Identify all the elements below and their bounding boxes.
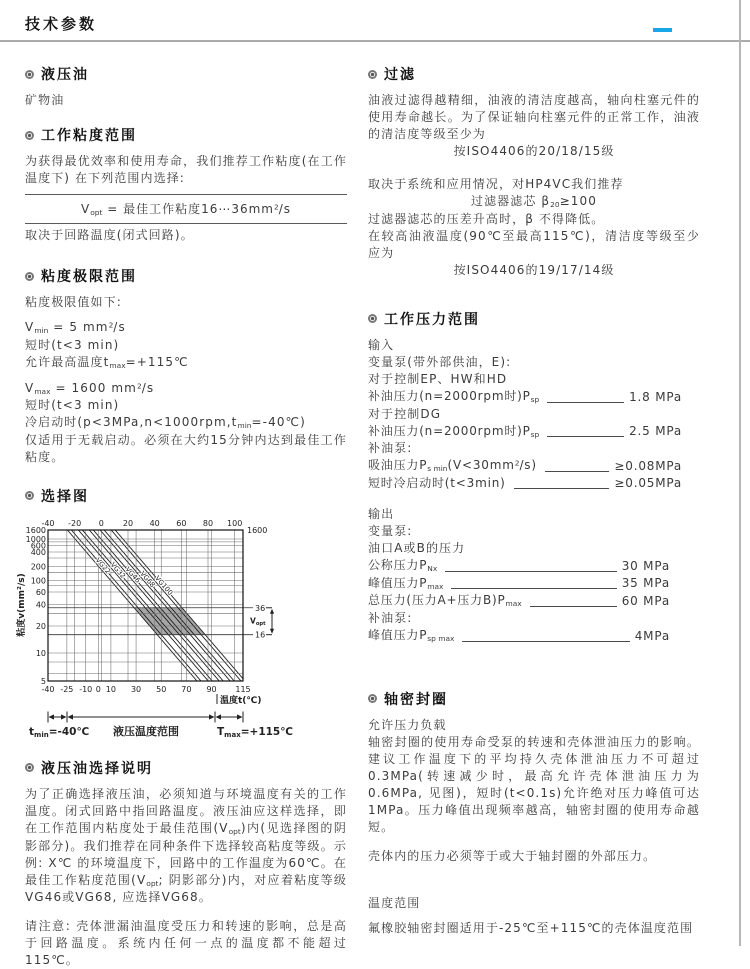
svg-text:-40: -40 — [41, 518, 55, 528]
heading-selection-diagram — [25, 486, 347, 506]
selection-notes-paragraph: 为了正确选择液压油，必须知道与环境温度有关的工作温度。闭式回路中指回路温度。液压油应这样选择，即在工作范围内粘度处于最佳范围$(V_{opt})$内(见选择图的阴影部分)。我们推荐在同种条件下选择较高粘度等级。示例: X℃ 的环境温度下，回路中的工作温度为60℃。在最佳工作粘度范围($V_{opt}$; 阴影部分)内，对应着粘度等级VG46或VG68, 应选择VG68。 — [25, 786, 347, 905]
right-column — [368, 56, 700, 937]
svg-text:36: 36 — [255, 603, 266, 613]
svg-text:20: 20 — [35, 621, 46, 631]
svg-text:1000: 1000 — [25, 534, 46, 544]
heading-viscosity-limits — [25, 266, 347, 286]
section-bullet-icon — [25, 763, 34, 772]
boost-pump-label-2: 补油泵: — [368, 610, 413, 625]
dotted-line — [514, 488, 610, 489]
seal-paragraph: 轴密封圈的使用寿命受泵的转速和壳体泄油压力的影响。建议工作温度下的平均持久壳体泄油压力不可超过0.3MPa(转速减少时，最高允许壳体泄油压力为0.6MPa, 见图)，短时(t<0.1s)允许绝对压力峰值可达1MPa。压力峰值出现频率越高，轴密封圈的使用寿命越短。 — [368, 734, 700, 834]
heading-hydraulic-oil — [25, 64, 347, 84]
heading-oil-selection-notes — [25, 758, 347, 778]
section-selection-diagram — [17, 486, 347, 746]
pressure-value: 4MPa — [634, 628, 670, 643]
svg-text:-40: -40 — [41, 684, 55, 694]
svg-text:115: 115 — [235, 684, 251, 694]
variable-pump-label: 变量泵: — [368, 524, 413, 538]
pressure-input-block — [368, 337, 682, 492]
selection-chart — [15, 514, 347, 746]
hydraulic-oil-body: 矿物油 — [25, 93, 65, 107]
section-bullet-icon — [368, 70, 377, 79]
input-label: 输入 — [368, 337, 395, 352]
dotted-line — [445, 571, 616, 572]
svg-text:90: 90 — [206, 684, 217, 694]
control-dg: 对于控制DG — [368, 406, 442, 421]
dotted-line — [451, 588, 616, 589]
svg-text:Tmax=+115℃: Tmax=+115℃ — [217, 725, 293, 739]
limits-intro: 粘度极限值如下: — [25, 295, 122, 310]
dotted-line — [547, 402, 624, 403]
heading-label: 液压油 — [41, 67, 89, 83]
page-title: 技术参数 — [25, 15, 98, 33]
pressure-row — [368, 388, 682, 406]
svg-text:VG68: VG68 — [138, 569, 157, 589]
pressure-label: 峰值压力$P_{sp max}$ — [368, 627, 455, 644]
svg-text:60: 60 — [35, 587, 46, 597]
svg-text:10: 10 — [105, 684, 116, 694]
svg-text:-20: -20 — [68, 518, 82, 528]
section-pressure-range — [368, 309, 700, 645]
pressure-row — [368, 475, 682, 492]
dotted-line — [545, 471, 610, 472]
vmax-duration: 短时(t<3 min) — [25, 398, 120, 413]
page-right-border — [739, 0, 741, 946]
svg-text:温度t(℃): 温度t(℃) — [220, 695, 262, 706]
pressure-row — [368, 457, 682, 475]
heading-filtration — [368, 64, 700, 84]
vmax-formula: $V_{max} = 1600$ $mm^2/s$ — [25, 380, 155, 396]
pressure-load-label: 允许压力负载 — [368, 717, 447, 732]
svg-text:600: 600 — [30, 541, 46, 551]
vmax-note: 仅适用于无载启动。必须在大约15分钟内达到最佳工作粘度。 — [25, 432, 347, 464]
section-bullet-icon — [368, 694, 377, 703]
section-oil-selection-notes — [25, 758, 347, 969]
housing-pressure-note: 壳体内的压力必须等于或大于轴封圈的外部压力。 — [368, 848, 657, 863]
pressure-output-block — [368, 506, 670, 645]
section-bullet-icon — [25, 272, 34, 281]
temperature-range-label: 温度范围 — [368, 895, 421, 910]
pressure-label: 补油压力(n=2000rpm时)$P_{sp}$ — [368, 389, 540, 405]
svg-text:VG46: VG46 — [123, 565, 142, 585]
svg-text:5: 5 — [40, 676, 46, 686]
beta-note: 过滤器滤芯的压差升高时，β 不得降低。 — [368, 211, 605, 226]
svg-text:40: 40 — [35, 600, 46, 610]
svg-text:VG100: VG100 — [153, 574, 175, 597]
fkm-seal-note: 氟橡胶轴密封圈适用于-25℃至+115℃的壳体温度范围 — [368, 920, 694, 935]
section-filtration — [368, 64, 700, 279]
heading-label: 过滤 — [384, 67, 416, 83]
dotted-line — [462, 641, 629, 642]
vopt-formula-box: $V_{opt}$ = 最佳工作粘度$16\cdots 36mm^2/s$ — [25, 194, 347, 224]
svg-text:40: 40 — [149, 518, 160, 528]
svg-text:60: 60 — [176, 518, 187, 528]
pressure-value: 30 MPa — [621, 558, 670, 573]
viscosity-note: 取决于回路温度(闭式回路)。 — [25, 228, 194, 243]
heading-label: 轴密封圈 — [384, 691, 448, 708]
svg-text:20: 20 — [122, 518, 134, 528]
svg-text:200: 200 — [30, 562, 46, 572]
pressure-row — [368, 557, 670, 575]
heading-label: 工作粘度范围 — [41, 128, 137, 145]
svg-text:液压温度范围: 液压温度范围 — [113, 724, 179, 738]
pressure-row — [368, 575, 670, 593]
svg-text:VG32: VG32 — [108, 560, 127, 580]
dotted-line — [530, 606, 617, 607]
accent-dash-icon — [653, 28, 672, 32]
vmin-formula: $V_{min} = 5$ $mm^2/s$ — [25, 320, 126, 336]
pressure-label: 公称压力$P_{Nx}$ — [368, 558, 438, 574]
section-viscosity-limits — [25, 266, 347, 466]
section-bullet-icon — [25, 70, 34, 79]
svg-text:-10: -10 — [79, 684, 93, 694]
svg-text:VG22: VG22 — [93, 556, 113, 576]
iso-class-2: 按ISO4406的19/17/14级 — [453, 262, 615, 277]
pressure-row — [368, 592, 670, 610]
section-bullet-icon — [25, 131, 34, 140]
heading-working-viscosity — [25, 125, 347, 145]
pressure-value: 35 MPa — [621, 576, 670, 591]
svg-text:1600: 1600 — [25, 525, 46, 535]
high-temp-note: 在较高油液温度(90℃至最高115℃)，清洁度等级至少应为 — [368, 228, 700, 260]
boost-pump-label: 补油泵: — [368, 441, 413, 456]
svg-text:0: 0 — [95, 684, 101, 694]
control-ep-hw-hd: 对于控制EP、HW和HD — [368, 371, 508, 386]
left-column — [17, 56, 347, 969]
pressure-value: 1.8 MPa — [629, 389, 682, 404]
svg-text:0: 0 — [98, 518, 104, 528]
vmin-duration: 短时(t<3 min) — [25, 337, 120, 352]
pressure-row — [368, 423, 682, 441]
pressure-label: 吸油压力$P_{s min}(V<30mm^2/s)$ — [368, 458, 537, 474]
vmin-tmax: 允许最高温度$t_{max}=+115℃$ — [25, 354, 189, 370]
section-hydraulic-oil — [25, 64, 347, 109]
port-ab-label: 油口A或B的压力 — [368, 541, 466, 556]
svg-text:80: 80 — [202, 518, 214, 528]
vmin-block — [25, 319, 347, 371]
pressure-value: ≥0.08MPa — [614, 458, 682, 473]
section-bullet-icon — [368, 314, 377, 323]
heading-label: 工作压力范围 — [384, 311, 480, 328]
svg-text:-25: -25 — [60, 684, 74, 694]
filtration-paragraph: 油液过滤得越精细，油液的清洁度越高，轴向柱塞元件的使用寿命越长。为了保证轴向柱塞元件的正常工作，油液的清洁度等级至少为 — [368, 93, 700, 142]
svg-text:100: 100 — [30, 576, 46, 586]
heading-label: 粘度极限范围 — [41, 269, 137, 286]
pressure-label: 峰值压力$P_{max}$ — [368, 575, 444, 591]
filtration-recommendation: 取决于系统和应用情况，对HP4VC我们推荐 — [368, 177, 624, 192]
output-label: 输出 — [368, 506, 395, 521]
svg-text:粘度v(mm²/s): 粘度v(mm²/s) — [17, 573, 27, 637]
heading-label: 液压油选择说明 — [41, 760, 153, 777]
svg-text:400: 400 — [30, 547, 46, 557]
svg-text:10: 10 — [35, 648, 46, 658]
heading-label: 选择图 — [41, 488, 89, 505]
section-bullet-icon — [25, 491, 34, 500]
vmax-coldstart: 冷启动时$(p<3MPa,n<1000rpm,t_{min}=-40℃)$ — [25, 415, 306, 431]
filter-element-beta: 过滤器滤芯 $\beta_{20}\ge 100$ — [470, 194, 597, 210]
heading-pressure-range — [368, 309, 700, 329]
heading-shaft-seal — [368, 689, 700, 709]
svg-text:50: 50 — [156, 684, 167, 694]
pressure-row — [368, 627, 670, 645]
dotted-line — [547, 436, 624, 437]
selection-notes-warning: 请注意: 壳体泄漏油温度受压力和转速的影响，总是高于回路温度。系统内任何一点的温度都不能超过115℃。 — [25, 919, 347, 968]
svg-text:30: 30 — [130, 684, 142, 694]
pressure-value: 2.5 MPa — [629, 424, 682, 439]
vmax-block — [25, 380, 347, 466]
header-rule — [0, 40, 750, 42]
viscosity-intro: 为获得最优效率和使用寿命，我们推荐工作粘度(在工作温度下) 在下列范围内选择: — [25, 154, 347, 186]
filtration-block-2 — [368, 176, 700, 279]
svg-text:tmin=-40℃: tmin=-40℃ — [29, 725, 90, 739]
section-working-viscosity — [25, 125, 347, 244]
pressure-label: 补油压力(n=2000rpm时)$P_{sp}$ — [368, 423, 540, 439]
pressure-value: ≥0.05MPa — [614, 475, 682, 490]
svg-text:70: 70 — [181, 684, 192, 694]
svg-text:100: 100 — [227, 518, 243, 528]
pressure-label: 短时冷启动时(t<3min) — [368, 475, 506, 490]
section-shaft-seal — [368, 689, 700, 937]
pressure-label: 总压力(压力A+压力$B)P_{max}$ — [368, 593, 522, 609]
pressure-value: 60 MPa — [621, 593, 670, 608]
iso-class-1: 按ISO4406的20/18/15级 — [453, 144, 615, 159]
pump-type-line: 变量泵(带外部供油，E): — [368, 354, 512, 369]
svg-text:1600: 1600 — [247, 525, 268, 535]
svg-text:Vopt: $V_{opt}$ — [250, 616, 266, 628]
viscosity-temperature-chart — [15, 514, 325, 742]
svg-text:16: 16 — [255, 630, 266, 640]
